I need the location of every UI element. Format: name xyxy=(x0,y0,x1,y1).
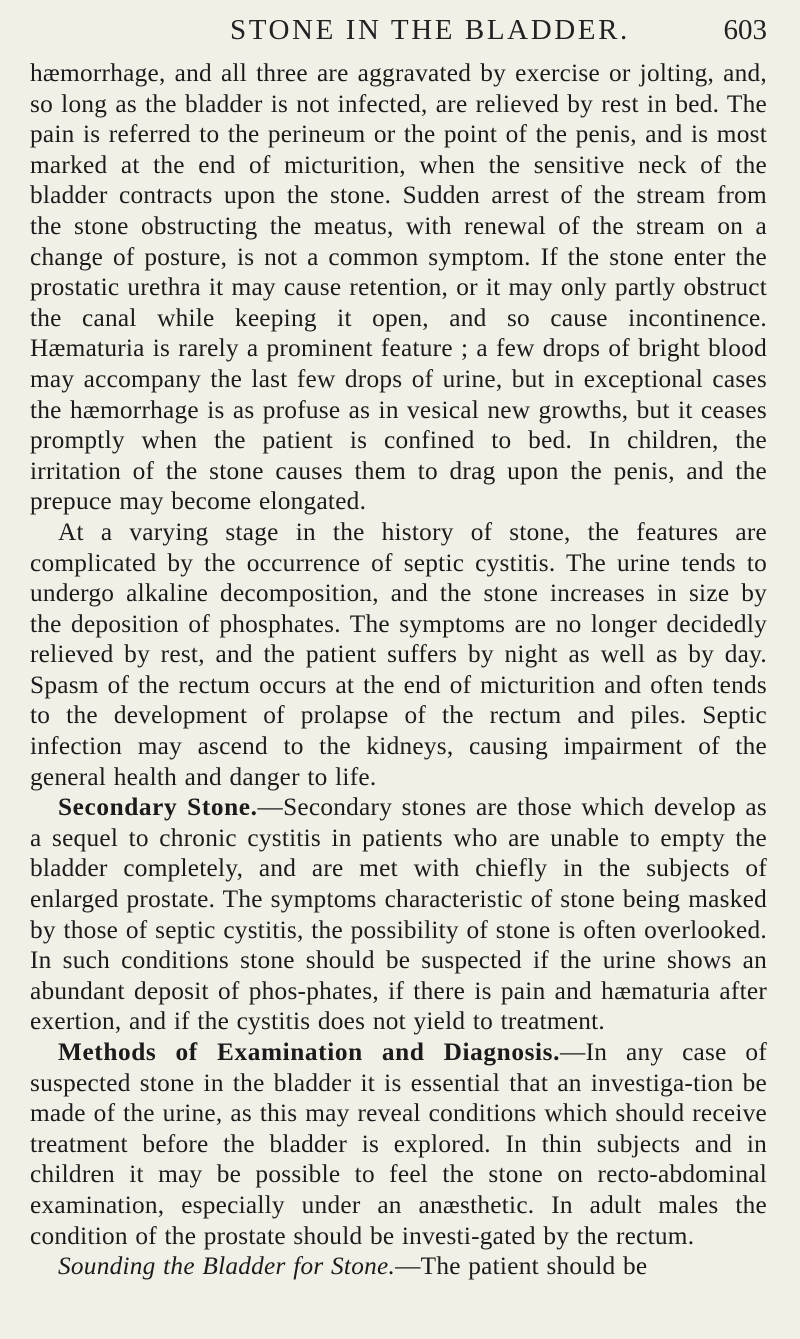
paragraph-1-text: hæmorrhage, and all three are aggravated by exercise or jolting, and, so long as the bladder is not infected, are relieved by rest in bed. The pain is referred to the perineum or the point of the penis, and is most marked at the end of micturition, when the sensitive neck of the bladder contracts upon the stone. Sudden arrest of the stream from the stone obstructing the meatus, with renewal of the stream on a change of posture, is not a common symptom. If the stone enter the prostatic urethra it may cause retention, or it may only partly obstruct the canal while keeping it open, and so cause incontinence. Hæmaturia is rarely a prominent feature ; a few drops of bright blood may accompany the last few drops of urine, but in exceptional cases the hæmorrhage is as profuse as in vesical new growths, but it ceases promptly when the patient is confined to bed. In children, the irritation of the stone causes them to drag upon the penis, and the prepuce may become elongated. xyxy=(30,59,767,516)
paragraph-1 xyxy=(30,58,767,517)
paragraph-2-text: At a varying stage in the history of stone, the features are complicated by the occurrence of septic cystitis. The urine tends to undergo alkaline decomposition, and the stone increases in size by the deposition of phosphates. The symptoms are no longer decidedly relieved by rest, and the patient suffers by night as well as by day. Spasm of the rectum occurs at the end of micturition and often tends to the development of prolapse of the rectum and piles. Septic infection may ascend to the kidneys, causing impairment of the general health and danger to life. xyxy=(30,517,767,791)
section-heading-secondary-stone: Secondary Stone. xyxy=(58,793,258,822)
paragraph-sounding-the-bladder-text: —The patient should be xyxy=(395,1252,648,1281)
section-heading-sounding-the-bladder: Sounding the Bladder for Stone. xyxy=(58,1252,396,1281)
paragraph-secondary-stone xyxy=(30,792,767,1037)
paragraph-2 xyxy=(30,517,767,792)
page-number: 603 xyxy=(723,14,767,46)
running-title: STONE IN THE BLADDER. xyxy=(230,14,630,46)
paragraph-methods-of-examination-text: —In any case of suspected stone in the bladder it is essential that an investiga-tion be made of the urine, as this may reveal conditions which should receive treatment before the bladder is explored. In thin subjects and in children it may be possible to feel the stone on recto-abdominal examination, especially under an anæsthetic. In adult males the condition of the prostate should be investi-gated by the rectum. xyxy=(30,1038,767,1250)
paragraph-sounding-the-bladder xyxy=(30,1251,767,1282)
body-text xyxy=(30,58,767,1282)
paragraph-secondary-stone-text: —Secondary stones are those which develop as a sequel to chronic cystitis in patients who are unable to empty the bladder completely, and are met with chiefly in the subjects of enlarged prostate. The symptoms characteristic of stone being masked by those of septic cystitis, the possibility of stone is often overlooked. In such conditions stone should be suspected if the urine shows an abundant deposit of phos-phates, if there is pain and hæmaturia after exertion, and if the cystitis does not yield to treatment. xyxy=(30,793,767,1036)
section-heading-methods-of-examination: Methods of Examination and Diagnosis. xyxy=(58,1038,561,1066)
paragraph-methods-of-examination xyxy=(30,1037,767,1251)
running-head xyxy=(30,0,767,58)
